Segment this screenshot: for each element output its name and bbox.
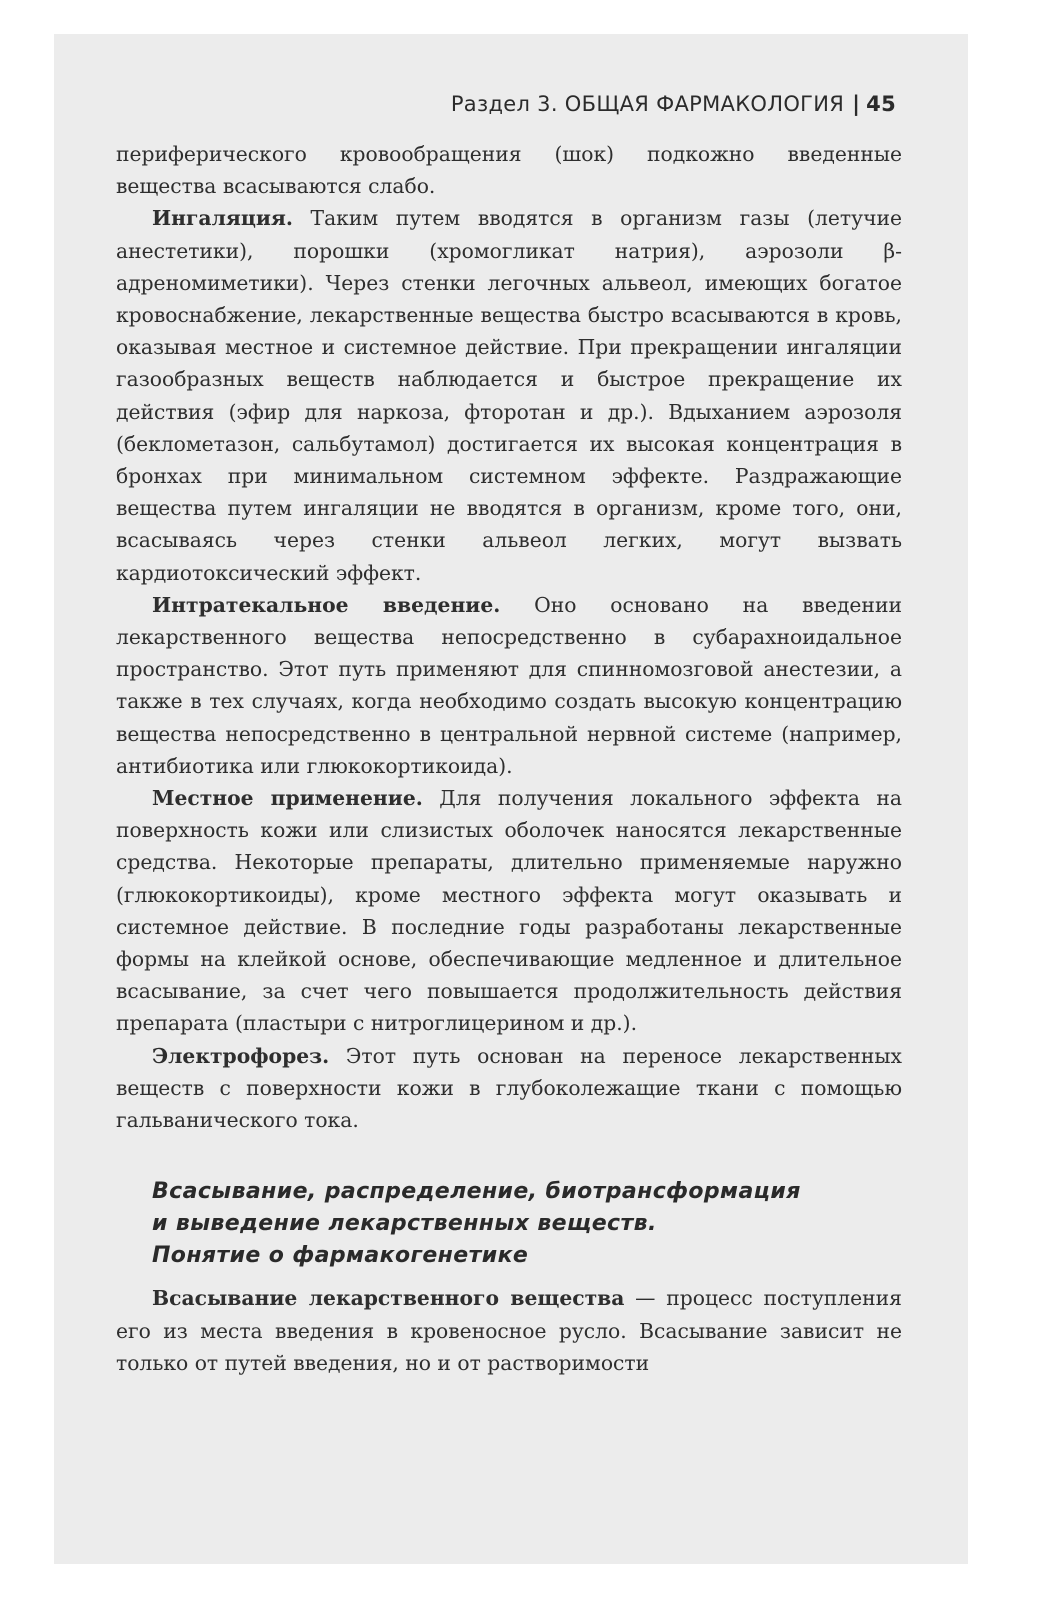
paragraph-text: Для получения локального эффекта на поверхность кожи или слизистых оболочек наносятся лекарственные средства. Некоторые препараты, длительно применяемые наружно (глюкокортикоиды), кроме местного эффекта могут оказывать и системное действие. В последние годы разработаны лекарственные формы на клейкой основе, обеспечивающие медленное и длительное всасывание, за счет чего повышается продолжительность действия препарата (пластыри с нитроглицерином и др.). (116, 786, 903, 1036)
paragraph-continuation (116, 138, 902, 202)
paragraph-text: Этот путь основан на переносе лекарственных веществ с поверхности кожи в глубоколежащие ткани с помощью гальванического тока. (116, 1043, 902, 1133)
term-electrophoresis: Электрофорез. (152, 1043, 330, 1068)
paragraph-text: Таким путем вводятся в организм газы (летучие анестетики), порошки (хромогликат натрия), аэрозоли β-адреномиметики). Через стенки легочных альвеол, имеющих богатое кровоснабжение, лекарственные вещества быстро всасываются в кровь, оказывая местное и системное действие. При прекращении ингаляции газообразных веществ наблюдается и быстрое прекращение их действия (эфир для наркоза, фторотан и др.). Вдыханием аэрозоля (беклометазон, сальбутамол) достигается их высокая концентрация в бронхах при минимальном системном эффекте. Раздражающие вещества путем ингаляции не вводятся в организм, кроме того, они, всасываясь через стенки альвеол легких, могут вызвать кардиотоксический эффект. (116, 206, 902, 585)
term-local-application: Местное применение. (152, 786, 423, 811)
header-separator: | (852, 92, 861, 116)
term-inhalation: Ингаляция. (152, 206, 293, 231)
term-intrathecal: Интратекальное введение. (152, 592, 501, 617)
section-heading-line: Понятие о фармакогенетике (152, 1243, 529, 1269)
paragraph-text: периферического кровообращения (шок) подкожно введенные вещества всасываются слабо. (116, 142, 902, 199)
page-body (116, 138, 902, 1379)
term-absorption: Всасывание лекарственного вещества (152, 1286, 625, 1311)
book-page (54, 34, 968, 1564)
paragraph-local-application (116, 782, 902, 1040)
section-heading-line: Всасывание, распределение, биотрансформация (152, 1179, 801, 1205)
section-heading (152, 1176, 902, 1272)
paragraph-text: Оно основано на введении лекарственного вещества непосредственно в субарахноидальное пространство. Этот путь применяют для спинномозговой анестезии, а также в тех случаях, когда необходимо создать высокую концентрацию вещества непосредственно в центральной нервной системе (например, антибиотика или глюкокортикоида). (116, 592, 902, 778)
paragraph-electrophoresis (116, 1040, 902, 1137)
section-heading-line: и выведение лекарственных веществ. (152, 1211, 657, 1237)
paragraph-inhalation (116, 202, 902, 588)
paragraph-text: — процесс поступления его из места введения в кровеносное русло. Всасывание зависит не только от путей введения, но и от растворимости (116, 1286, 902, 1375)
paragraph-intrathecal (116, 589, 902, 782)
running-header (54, 92, 896, 116)
page-number: 45 (866, 92, 896, 116)
paragraph-absorption (116, 1282, 902, 1379)
running-title: Раздел 3. ОБЩАЯ ФАРМАКОЛОГИЯ (450, 92, 845, 116)
